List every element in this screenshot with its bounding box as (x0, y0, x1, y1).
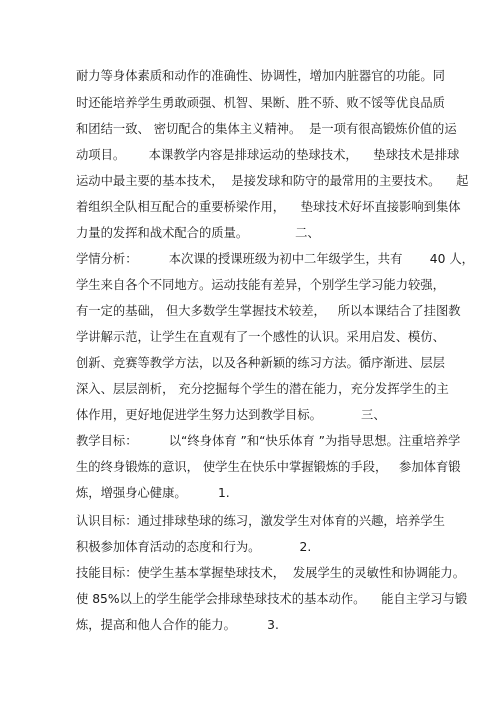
text-line: 炼，提高和他人合作的能力。 3. (76, 618, 279, 632)
text-line: 时还能培养学生勇敢顽强、机智、果断、胜不骄、败不馁等优良品质 (76, 96, 445, 110)
text-line: 教学目标： 以“终身体育 ”和“快乐体育 ”为指导思想。注重培养学 (76, 434, 461, 448)
text-line: 生的终身锻炼的意识， 使学生在快乐中掌握锻炼的手段， 参加体育锻 (76, 460, 461, 474)
text-line: 使 85%以上的学生能学会排球垫球技术的基本动作。 能自主学习与锻 (76, 592, 468, 606)
text-line: 动项目。 本课教学内容是排球运动的垫球技术， 垫球技术是排球 (76, 148, 460, 162)
text-line: 技能目标：使学生基本掌握垫球技术， 发展学生的灵敏性和协调能力。 (76, 566, 466, 580)
text-line: 和团结一致、 密切配合的集体主义精神。 是一项有很高锻炼价值的运 (76, 122, 457, 136)
text-line: 耐力等身体素质和动作的准确性、协调性，增加内脏器官的功能。同 (76, 69, 445, 83)
text-line: 有一定的基础， 但大多数学生掌握技术较差， 所以本课结合了挂图教 (76, 304, 461, 318)
text-line: 学讲解示范，让学生在直观有了一个感性的认识。采用启发、模仿、 (76, 330, 445, 344)
text-line: 积极参加体育活动的态度和行为。 2. (76, 540, 312, 554)
text-line: 炼，增强身心健康。 1. (76, 486, 230, 500)
text-line: 力量的发挥和战术配合的质量。 二、 (76, 226, 320, 240)
text-line: 深入、层层剖析， 充分挖掘每个学生的潜在能力，充分发挥学生的主 (76, 382, 449, 396)
text-line: 认识目标：通过排球垫球的练习，激发学生对体育的兴趣，培养学生 (76, 514, 445, 528)
text-line: 运动中最主要的基本技术， 是接发球和防守的最常用的主要技术。 起 (76, 174, 469, 188)
text-line: 着组织全队相互配合的重要桥梁作用， 垫球技术好坏直接影响到集体 (76, 200, 461, 214)
text-line: 学情分析： 本次课的授课班级为初中二年级学生，共有 40 人， (76, 252, 474, 266)
text-line: 体作用，更好地促进学生努力达到教学目标。 三、 (76, 408, 386, 422)
text-line: 学生来自各个不同地方。运动技能有差异，个别学生学习能力较强， (76, 278, 445, 292)
text-line: 创新、竞赛等教学方法，以及各种新颖的练习方法。循序渐进、层层 (76, 356, 445, 370)
